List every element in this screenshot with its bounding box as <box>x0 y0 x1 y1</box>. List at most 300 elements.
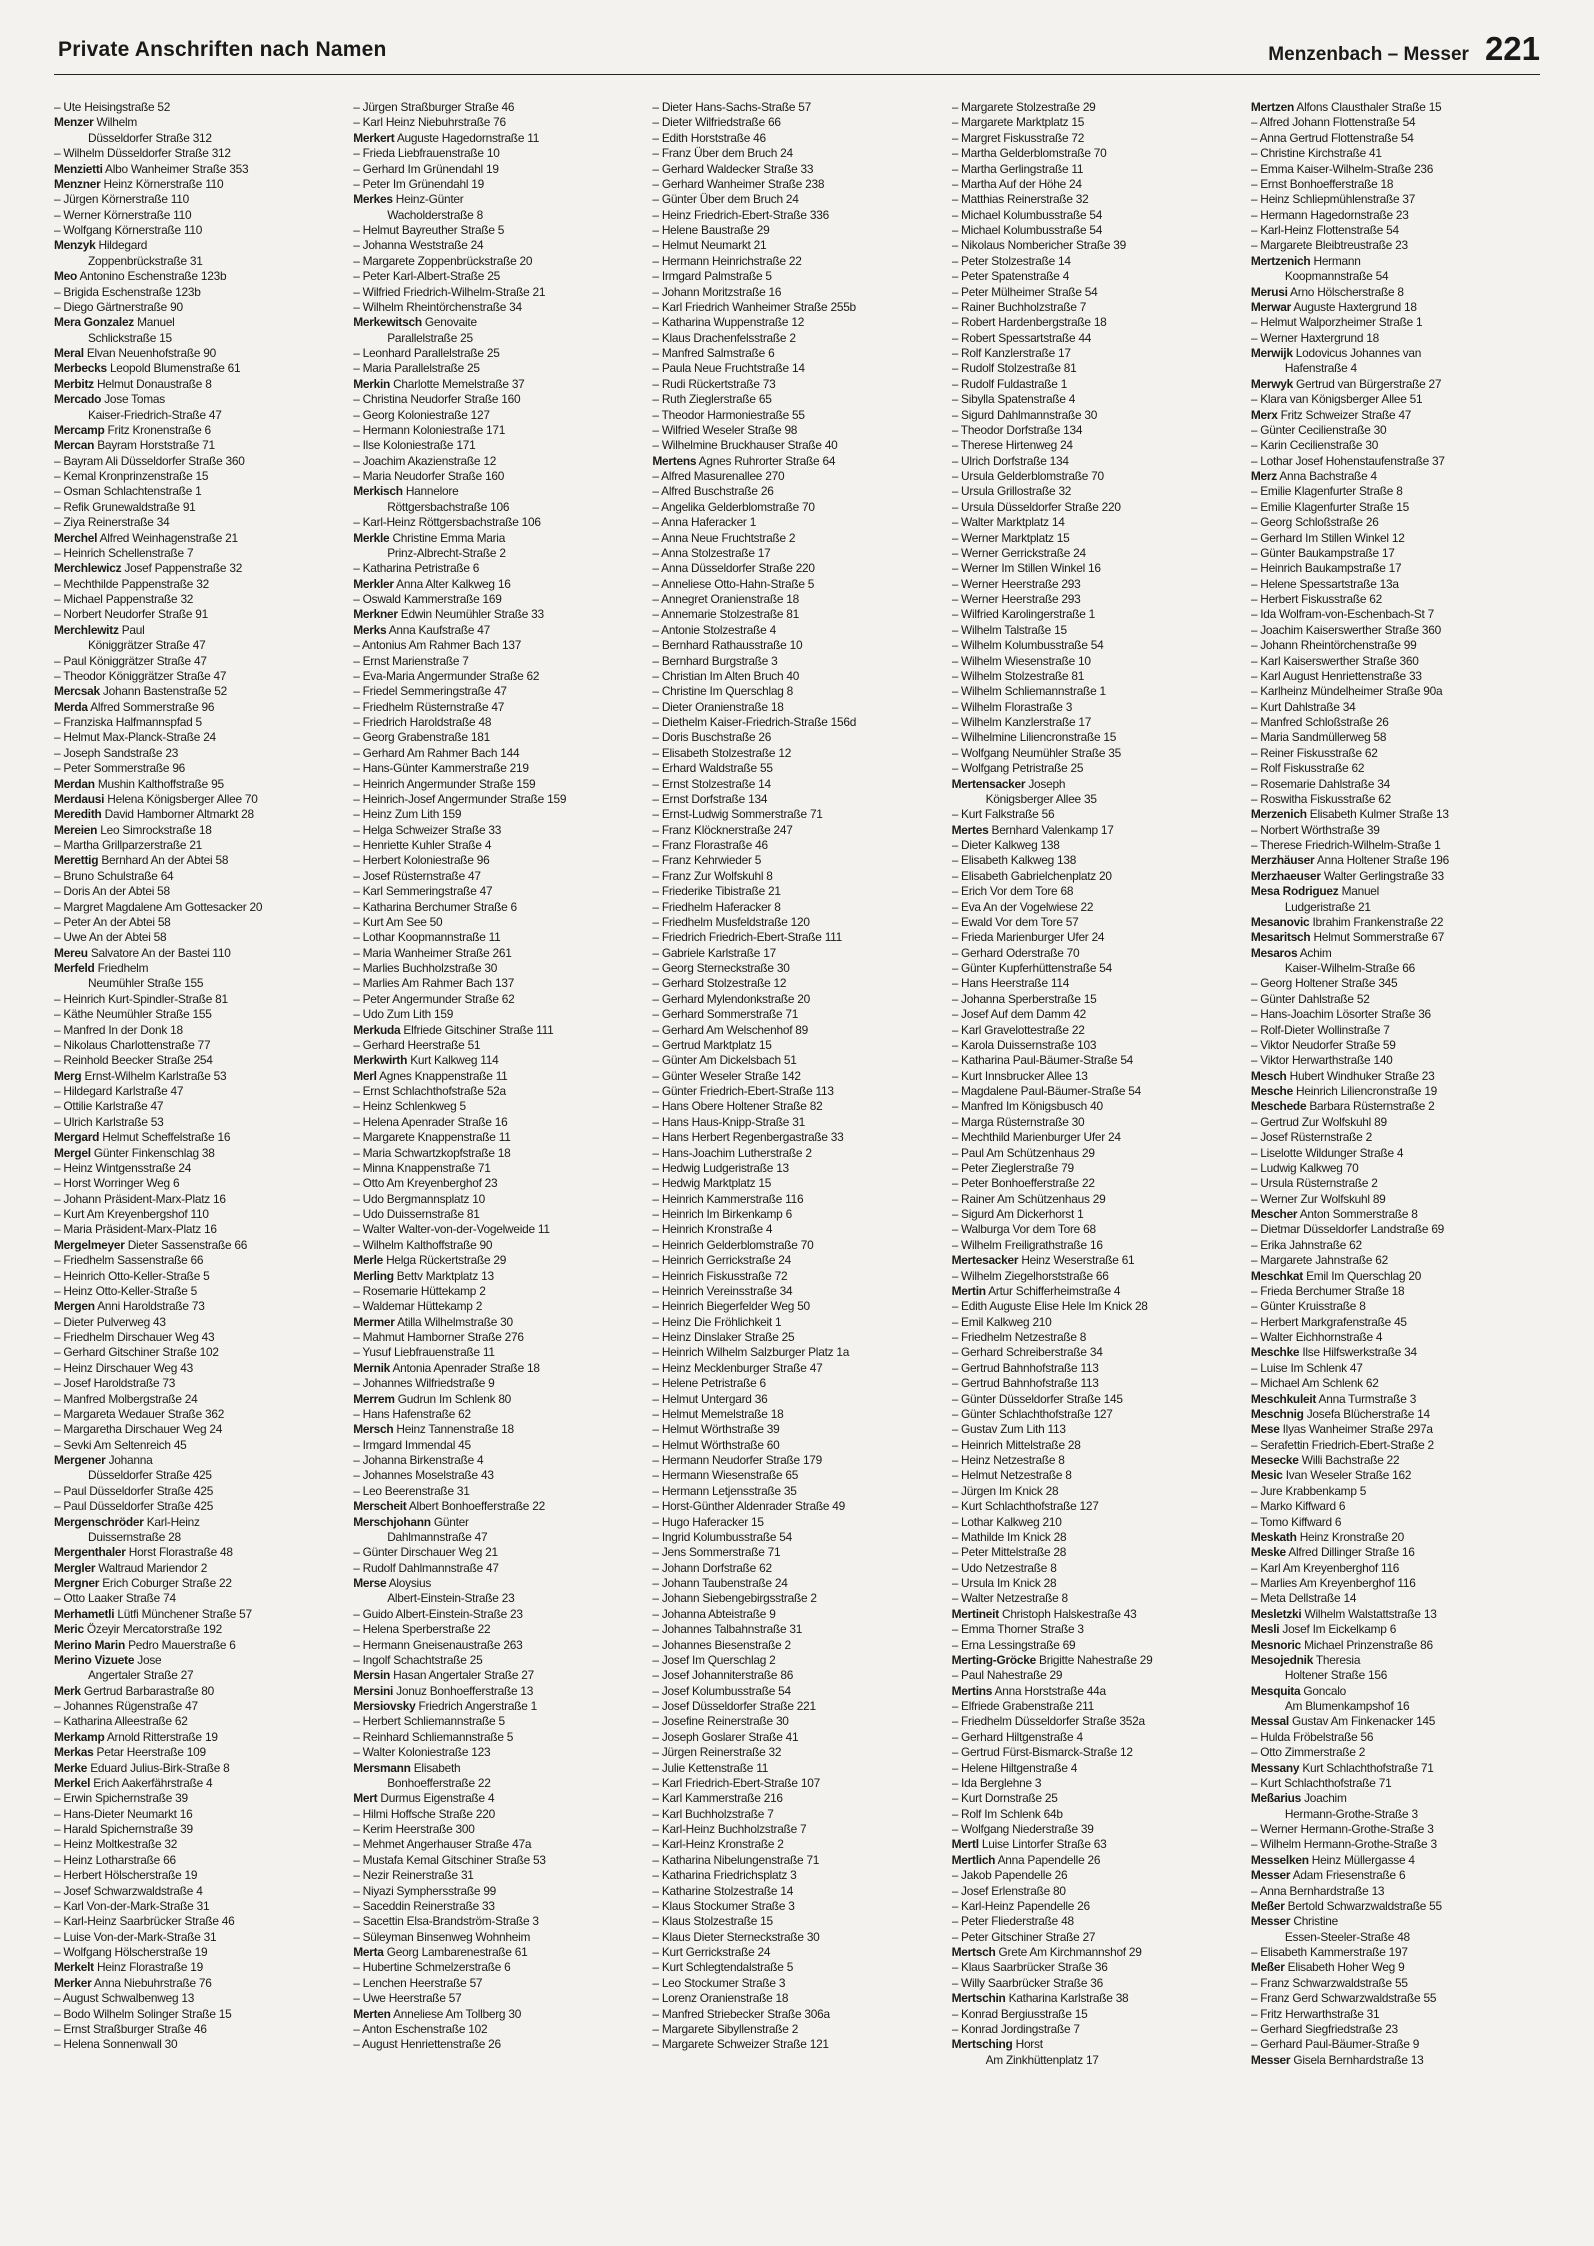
entry-text: – Maria Neudorfer Straße 160 <box>353 469 505 483</box>
entry-surname: Mesecke <box>1250 1453 1299 1467</box>
directory-entry <box>353 484 644 499</box>
directory-entry <box>652 1115 943 1130</box>
directory-entry <box>353 1484 644 1499</box>
entry-surname: Menzyk <box>54 238 96 253</box>
entry-text: Angertaler Straße 27 <box>88 1668 194 1683</box>
directory-entry <box>952 1176 1243 1191</box>
directory-entry <box>1251 700 1542 715</box>
directory-entry <box>952 577 1243 592</box>
entry-surname: Mergler <box>54 1560 96 1575</box>
directory-entry <box>54 223 345 238</box>
entry-text: – Kurt Innsbrucker Allee 13 <box>951 1068 1088 1083</box>
entry-text: – Kurt Dahlstraße 34 <box>1250 699 1356 714</box>
directory-entry <box>353 1945 644 1960</box>
directory-entry <box>652 1053 943 1068</box>
entry-text: – Ruth Zieglerstraße 65 <box>652 392 772 407</box>
entry-text: Kurt Kalkweg 114 <box>410 1053 499 1068</box>
directory-entry <box>652 684 943 699</box>
entry-text: – Gerhard Sommerstraße 71 <box>652 1007 799 1022</box>
directory-entry <box>952 1868 1243 1883</box>
directory-entry <box>1251 1069 1542 1084</box>
entry-surname: Mertineit <box>951 1606 999 1621</box>
entry-text: – Franz Florastraße 46 <box>652 838 768 852</box>
directory-entry <box>353 1607 644 1622</box>
directory-entry <box>1251 223 1542 238</box>
entry-text: Zoppenbrückstraße 31 <box>88 253 203 268</box>
entry-text: – Käthe Neumühler Straße 155 <box>54 1007 212 1022</box>
entry-text: – Manfred Salmstraße 6 <box>652 346 775 360</box>
directory-entry <box>54 1499 345 1514</box>
entry-text: – Viktor Herwarthstraße 140 <box>1250 1053 1393 1068</box>
directory-entry <box>1251 1591 1542 1606</box>
directory-entry <box>952 423 1243 438</box>
entry-text: – Günter Weseler Straße 142 <box>652 1068 801 1083</box>
entry-text: – Jürgen Im Knick 28 <box>951 1483 1059 1498</box>
entry-text: – Josefine Reinerstraße 30 <box>652 1714 789 1729</box>
directory-entry <box>353 208 644 223</box>
directory-entry <box>54 1515 345 1530</box>
entry-text: – Günter Kupferhüttenstraße 54 <box>951 961 1113 975</box>
entry-text: – Margareta Wedauer Straße 362 <box>54 1406 225 1421</box>
directory-entry <box>1251 377 1542 392</box>
entry-text: – Reiner Fiskusstraße 62 <box>1250 745 1378 760</box>
entry-text: Genovaite <box>424 315 477 330</box>
entry-text: – Dieter Kalkweg 138 <box>951 838 1060 852</box>
directory-entry <box>652 1530 943 1545</box>
directory-entry <box>652 1269 943 1284</box>
entry-text: – Helene Petristraße 6 <box>652 1376 766 1391</box>
directory-entry <box>353 684 644 699</box>
entry-text: – Gerhard Am Welschenhof 89 <box>652 1022 809 1037</box>
directory-entry <box>54 1561 345 1576</box>
directory-entry <box>652 1499 943 1514</box>
entry-surname: Merwijk <box>1250 346 1293 360</box>
entry-text: – Hermann Heinrichstraße 22 <box>652 253 802 268</box>
directory-entry <box>1251 1545 1542 1560</box>
directory-entry <box>54 1576 345 1591</box>
directory-entry <box>952 1238 1243 1253</box>
directory-entry <box>54 1822 345 1837</box>
entry-text: – Gerhard Paul-Bäumer-Straße 9 <box>1250 2037 1420 2052</box>
entry-text: Christine <box>1293 1914 1339 1929</box>
entry-surname: Merkewitsch <box>353 315 422 330</box>
entry-text: – Horst-Günther Aldenrader Straße 49 <box>652 1499 845 1514</box>
entry-text: Lodovicus Johannes van <box>1295 346 1422 360</box>
entry-text: Anna Holtener Straße 196 <box>1316 853 1449 868</box>
entry-text: – Karl Gravelottestraße 22 <box>951 1022 1085 1037</box>
entry-text: – Hildegard Karlstraße 47 <box>54 1084 184 1098</box>
entry-text: – Guido Albert-Einstein-Straße 23 <box>353 1606 523 1621</box>
entry-text: – Gertrud Marktplatz 15 <box>652 1037 772 1052</box>
entry-text: Michael Prinzenstraße 86 <box>1304 1637 1433 1652</box>
entry-text: – Michael Kolumbusstraße 54 <box>951 207 1103 222</box>
entry-text: Heinz Müllergasse 4 <box>1311 1852 1415 1867</box>
entry-text: – Diego Gärtnerstraße 90 <box>54 299 183 314</box>
entry-surname: Merks <box>353 622 387 637</box>
directory-entry <box>54 1638 345 1653</box>
directory-entry <box>353 1884 644 1899</box>
directory-entry <box>652 1392 943 1407</box>
directory-entry <box>952 361 1243 376</box>
entry-text: – Helmut Neumarkt 21 <box>652 238 767 253</box>
directory-entry <box>353 976 644 991</box>
directory-entry <box>652 162 943 177</box>
directory-entry <box>54 1023 345 1038</box>
entry-text: – Sigurd Am Dickerhorst 1 <box>951 1207 1084 1221</box>
entry-text: Atilla Wilhelmstraße 30 <box>397 1314 513 1329</box>
entry-text: – Heinrich Wilhelm Salzburger Platz 1a <box>652 1345 850 1360</box>
directory-entry <box>54 1868 345 1883</box>
directory-entry <box>952 1945 1243 1960</box>
entry-text: – Josef Erlenstraße 80 <box>951 1883 1066 1898</box>
entry-text: – Gertrud Fürst-Bismarck-Straße 12 <box>951 1745 1133 1760</box>
entry-text: Anna Niebuhrstraße 76 <box>93 1975 212 1990</box>
entry-text: – Anna Neue Fruchtstraße 2 <box>652 530 796 545</box>
directory-entry <box>54 1407 345 1422</box>
directory-entry <box>952 515 1243 530</box>
entry-surname: Mesli <box>1250 1622 1280 1637</box>
entry-text: – Meta Dellstraße 14 <box>1250 1591 1357 1606</box>
directory-entry <box>353 607 644 622</box>
entry-text: Gustav Am Finkenacker 145 <box>1292 1714 1436 1729</box>
directory-entry <box>54 1130 345 1145</box>
directory-entry <box>353 500 644 515</box>
directory-entry <box>952 1023 1243 1038</box>
directory-entry <box>353 1069 644 1084</box>
entry-text: Bayram Horststraße 71 <box>97 438 215 453</box>
directory-entry <box>952 377 1243 392</box>
directory-entry <box>652 331 943 346</box>
directory-entry <box>1251 961 1542 976</box>
entry-surname: Menzer <box>54 115 94 130</box>
entry-text: – Hans-Joachim Lösorter Straße 36 <box>1250 1007 1431 1022</box>
entry-text: Theresia <box>1315 1652 1361 1667</box>
entry-text: Anni Haroldstraße 73 <box>97 1299 205 1314</box>
entry-text: Dieter Sassenstraße 66 <box>127 1237 248 1252</box>
entry-text: – Rudolf Fuldastraße 1 <box>951 376 1068 391</box>
directory-entry <box>652 1023 943 1038</box>
entry-text: – Hans-Dieter Neumarkt 16 <box>54 1806 193 1821</box>
entry-surname: Mesojednik <box>1250 1652 1314 1667</box>
entry-text: Elvan Neuenhofstraße 90 <box>86 346 216 360</box>
entry-text: Heinz Körnerstraße 110 <box>103 176 224 191</box>
directory-entry <box>353 331 644 346</box>
directory-entry <box>952 392 1243 407</box>
entry-text: – Franziska Halfmannspfad 5 <box>54 715 202 729</box>
entry-text: – Kurt Falkstraße 56 <box>951 807 1055 822</box>
directory-entry <box>1251 300 1542 315</box>
entry-surname: Merkelt <box>54 1960 94 1975</box>
directory-entry <box>652 1745 943 1760</box>
entry-text: – Ursula Düsseldorfer Straße 220 <box>951 499 1121 514</box>
entry-text: – Konrad Bergiusstraße 15 <box>951 2006 1088 2021</box>
directory-entry <box>54 1668 345 1683</box>
directory-entry <box>652 730 943 745</box>
entry-text: – Helmut Max-Planck-Straße 24 <box>54 730 216 745</box>
entry-text: – Gabriele Karlstraße 17 <box>652 945 776 960</box>
entry-text: Heinz Florastraße 19 <box>96 1960 203 1975</box>
directory-entry <box>952 1591 1243 1606</box>
entry-text: Kaiser-Friedrich-Straße 47 <box>88 407 222 422</box>
entry-surname: Mertin <box>951 1283 986 1298</box>
entry-text: Goncalo <box>1303 1683 1346 1698</box>
directory-entry <box>54 1222 345 1237</box>
entry-text: – Leo Beerenstraße 31 <box>353 1483 470 1498</box>
entry-text: – Johannes Biesenstraße 2 <box>652 1637 791 1652</box>
directory-entry <box>652 315 943 330</box>
entry-text: – Bernhard Burgstraße 3 <box>652 653 778 668</box>
directory-entry <box>652 623 943 638</box>
directory-entry <box>353 1253 644 1268</box>
directory-entry <box>1251 531 1542 546</box>
entry-surname: Mesaros <box>1250 945 1298 960</box>
directory-entry <box>652 1099 943 1114</box>
directory-entry <box>952 1130 1243 1145</box>
entry-surname: Mersmann <box>353 1760 411 1775</box>
entry-text: Prinz-Albrecht-Straße 2 <box>387 545 506 560</box>
directory-entry <box>353 961 644 976</box>
entry-text: – Karola Duissernstraße 103 <box>951 1037 1097 1052</box>
entry-text: – Ernst Straßburger Straße 46 <box>54 2021 207 2036</box>
entry-text: – Matthias Reinerstraße 32 <box>951 192 1089 207</box>
directory-entry <box>652 1238 943 1253</box>
directory-entry <box>353 361 644 376</box>
entry-text: Günter <box>433 1514 469 1529</box>
entry-surname: Merle <box>353 1253 384 1268</box>
entry-text: Antonino Eschenstraße 123b <box>79 269 227 284</box>
entry-text: Königsberger Allee 35 <box>985 791 1097 806</box>
directory-entry <box>952 2022 1243 2037</box>
directory-entry <box>1251 1330 1542 1345</box>
entry-text: – Günter Cecilienstraße 30 <box>1250 422 1387 437</box>
directory-entry <box>952 1422 1243 1437</box>
directory-entry <box>353 1161 644 1176</box>
entry-text: – Frieda Berchumer Straße 18 <box>1250 1283 1405 1298</box>
directory-entry <box>353 1238 644 1253</box>
directory-entry <box>652 1284 943 1299</box>
entry-text: – Mathilde Im Knick 28 <box>951 1529 1067 1544</box>
entry-text: – Josef Auf dem Damm 42 <box>951 1007 1086 1022</box>
directory-entry <box>652 638 943 653</box>
directory-entry <box>54 1392 345 1407</box>
directory-entry <box>952 915 1243 930</box>
entry-text: – Anneliese Otto-Hahn-Straße 5 <box>652 576 815 591</box>
entry-text: Jose <box>137 1652 162 1667</box>
entry-text: – Kurt Schlachthofstraße 71 <box>1250 1775 1392 1790</box>
entry-text: – Franz Kehrwieder 5 <box>652 853 762 868</box>
directory-entry <box>353 438 644 453</box>
directory-entry <box>952 715 1243 730</box>
entry-text: – Kurt Schlegtendalstraße 5 <box>652 1960 794 1975</box>
entry-text: – Herbert Fiskusstraße 62 <box>1250 592 1383 606</box>
entry-surname: Meredith <box>54 807 102 822</box>
directory-entry <box>353 1130 644 1145</box>
entry-text: – Norbert Neudorfer Straße 91 <box>54 607 209 622</box>
entry-text: – Erich Vor dem Tore 68 <box>951 884 1074 899</box>
directory-entry <box>1251 1884 1542 1899</box>
entry-text: – Christine Kirchstraße 41 <box>1250 146 1382 161</box>
directory-entry <box>952 1561 1243 1576</box>
entry-text: Manuel <box>137 315 175 330</box>
entry-text: – Karl August Henriettenstraße 33 <box>1250 668 1422 683</box>
entry-text: – Kurt Schlachthofstraße 127 <box>951 1499 1099 1514</box>
directory-entry <box>652 577 943 592</box>
directory-entry <box>1251 807 1542 822</box>
entry-text: Anna Kaufstraße 47 <box>388 622 490 637</box>
entry-text: David Hamborner Altmarkt 28 <box>104 807 254 822</box>
entry-surname: Merkuda <box>353 1022 401 1037</box>
entry-text: – Friedhelm Musfeldstraße 120 <box>652 914 810 929</box>
directory-entry <box>952 315 1243 330</box>
entry-text: – Doris Buschstraße 26 <box>652 730 772 745</box>
directory-entry <box>1251 1914 1542 1929</box>
directory-entry <box>952 1330 1243 1345</box>
directory-entry <box>952 684 1243 699</box>
directory-entry <box>353 1099 644 1114</box>
directory-entry <box>1251 869 1542 884</box>
entry-text: – Wilhelm Schliemannstraße 1 <box>951 684 1106 699</box>
entry-text: – Johanna Abteistraße 9 <box>652 1606 776 1621</box>
directory-entry <box>952 208 1243 223</box>
directory-entry <box>54 546 345 561</box>
entry-text: Edwin Neumühler Straße 33 <box>400 607 544 622</box>
directory-entry <box>54 684 345 699</box>
directory-entry <box>353 1053 644 1068</box>
directory-entry <box>1251 715 1542 730</box>
entry-surname: Mesa Rodriguez <box>1250 884 1339 899</box>
entry-text: – Hermann Gneisenaustraße 263 <box>353 1637 523 1652</box>
entry-text: Leopold Blumenstraße 61 <box>109 361 241 376</box>
directory-column <box>952 100 1243 2230</box>
directory-entry <box>652 1668 943 1683</box>
entry-text: – Heinrich Vereinsstraße 34 <box>652 1283 793 1298</box>
entry-text: – Heinz Lotharstraße 66 <box>54 1852 176 1867</box>
directory-entry <box>1251 515 1542 530</box>
directory-entry <box>54 1730 345 1745</box>
directory-entry <box>952 1914 1243 1929</box>
directory-entry <box>54 1776 345 1791</box>
entry-text: – Johann Dorfstraße 62 <box>652 1560 772 1575</box>
entry-text: – Therese Friedrich-Wilhelm-Straße 1 <box>1250 838 1441 852</box>
directory-entry <box>1251 669 1542 684</box>
entry-text: – Gerhard Hiltgenstraße 4 <box>951 1729 1083 1744</box>
entry-text: – Jürgen Reinerstraße 32 <box>652 1745 782 1760</box>
entry-text: – Friedhelm Düsseldorfer Straße 352a <box>951 1714 1145 1729</box>
entry-text: – Karl Friedrich Wanheimer Straße 255b <box>652 299 856 314</box>
directory-entry <box>652 1914 943 1929</box>
directory-entry <box>1251 315 1542 330</box>
entry-text: – Maria Präsident-Marx-Platz 16 <box>54 1222 217 1237</box>
entry-text: Petar Heerstraße 109 <box>96 1745 206 1760</box>
directory-entry <box>952 1084 1243 1099</box>
entry-text: – Emilie Klagenfurter Straße 15 <box>1250 499 1409 514</box>
directory-entry <box>952 976 1243 991</box>
directory-entry <box>652 346 943 361</box>
entry-text: – Werner Körnerstraße 110 <box>54 207 192 222</box>
entry-text: – Martha Grillparzerstraße 21 <box>54 838 203 852</box>
entry-text: – Johann Moritzstraße 16 <box>652 284 782 299</box>
directory-entry <box>952 1761 1243 1776</box>
entry-surname: Mersch <box>353 1422 394 1437</box>
entry-text: – Christine Im Querschlag 8 <box>652 684 794 699</box>
entry-text: Luise Lintorfer Straße 63 <box>981 1837 1107 1852</box>
entry-text: – Antonie Stolzestraße 4 <box>652 622 776 637</box>
directory-entry <box>652 361 943 376</box>
entry-text: Barbara Rüsternstraße 2 <box>1309 1099 1435 1114</box>
directory-entry <box>353 561 644 576</box>
entry-text: – Udo Bergmannsplatz 10 <box>353 1191 485 1206</box>
directory-entry <box>952 346 1243 361</box>
entry-text: Am Blumenkampshof 16 <box>1284 1699 1410 1713</box>
directory-entry <box>952 2053 1243 2068</box>
directory-entry <box>54 654 345 669</box>
directory-entry <box>652 2022 943 2037</box>
entry-text: Heinz Tannenstraße 18 <box>396 1422 514 1437</box>
entry-text: – Manfred In der Donk 18 <box>54 1022 183 1037</box>
entry-text: – Anna Stolzestraße 17 <box>652 545 771 560</box>
directory-entry <box>54 1468 345 1483</box>
directory-entry <box>353 1299 644 1314</box>
entry-surname: Messer <box>1250 2052 1291 2067</box>
directory-entry <box>952 1099 1243 1114</box>
directory-entry <box>353 761 644 776</box>
directory-entry <box>54 1884 345 1899</box>
directory-entry <box>54 1176 345 1191</box>
entry-text: Waltraud Mariendor 2 <box>98 1560 208 1575</box>
entry-text: – Peter Spatenstraße 4 <box>951 269 1070 284</box>
directory-entry <box>54 454 345 469</box>
directory-entry <box>54 992 345 1007</box>
entry-text: Gudrun Im Schlenk 80 <box>397 1391 512 1406</box>
entry-text: – Peter Stolzestraße 14 <box>951 253 1071 268</box>
directory-entry <box>952 531 1243 546</box>
entry-text: Friedrich Angerstraße 1 <box>418 1699 538 1713</box>
entry-surname: Mersiovsky <box>353 1699 416 1713</box>
entry-text: – Roswitha Fiskusstraße 62 <box>1250 791 1392 806</box>
directory-entry <box>353 807 644 822</box>
entry-text: – Heinz Friedrich-Ebert-Straße 336 <box>652 207 829 222</box>
entry-text: – Gertrud Bahnhofstraße 113 <box>951 1376 1099 1391</box>
directory-entry <box>353 1991 644 2006</box>
entry-text: – Gertrud Zur Wolfskuhl 89 <box>1250 1114 1387 1129</box>
entry-text: Röttgersbachstraße 106 <box>387 499 510 514</box>
directory-entry <box>652 1822 943 1837</box>
entry-text: – Dietmar Düsseldorfer Landstraße 69 <box>1250 1222 1445 1237</box>
directory-entry <box>952 1515 1243 1530</box>
entry-text: Hermann <box>1313 253 1361 268</box>
entry-text: – Dieter Wilfriedstraße 66 <box>652 115 781 130</box>
directory-entry <box>54 1853 345 1868</box>
page-title: Private Anschriften nach Namen <box>58 38 387 61</box>
entry-text: – Joseph Goslarer Straße 41 <box>652 1729 799 1744</box>
entry-text: Emil Im Querschlag 20 <box>1306 1268 1422 1283</box>
entry-text: – Angelika Gelderblomstraße 70 <box>652 499 815 514</box>
entry-text: – Ute Heisingstraße 52 <box>54 100 171 114</box>
directory-entry <box>1251 115 1542 130</box>
entry-surname: Merk <box>54 1683 81 1698</box>
entry-text: – Walter Koloniestraße 123 <box>353 1745 491 1760</box>
directory-entry <box>652 561 943 576</box>
directory-entry <box>652 915 943 930</box>
entry-surname: Merettig <box>54 853 99 868</box>
entry-text: – Georg Grabenstraße 181 <box>353 730 490 745</box>
entry-text: – Uwe An der Abtei 58 <box>54 930 167 945</box>
directory-entry <box>652 1714 943 1729</box>
directory-entry <box>353 1345 644 1360</box>
directory-entry <box>54 392 345 407</box>
directory-entry <box>952 1837 1243 1852</box>
directory-entry <box>1251 623 1542 638</box>
